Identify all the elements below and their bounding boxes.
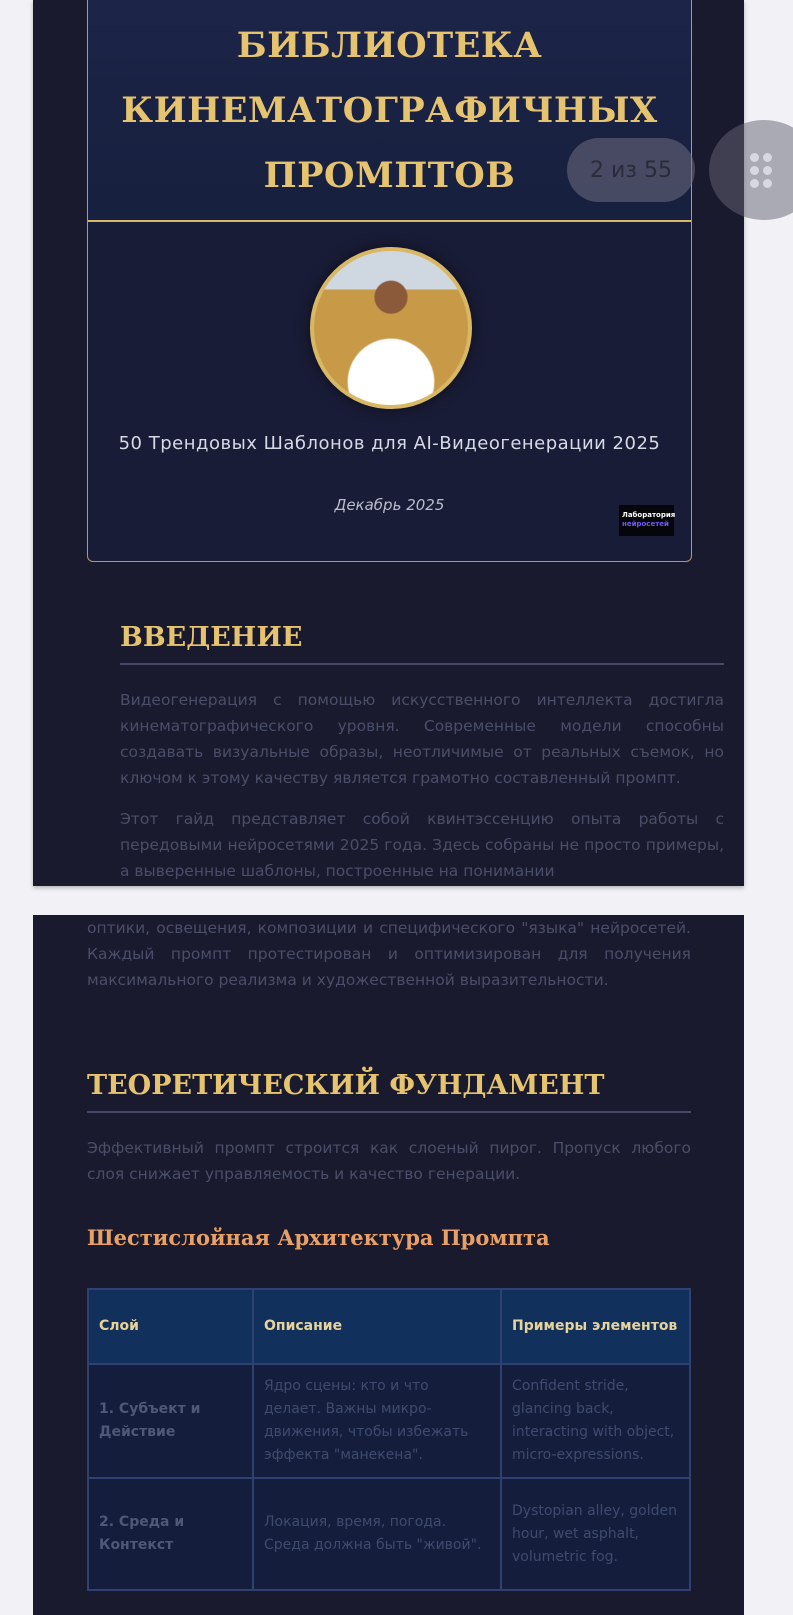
drag-grip-icon[interactable] (750, 153, 772, 188)
layer-cell: 2. Среда и Контекст (88, 1478, 253, 1590)
subheading-architecture: Шестислойная Архитектура Промпта (87, 1225, 550, 1250)
intro-paragraph-1: Видеогенерация с помощью искусственного интеллекта достигла кинематографического уровня. Современные модели способны создавать визуальные образы, неотличимые от реальных съемок, но ключом к этому качеству является грамотно составленный промпт. (120, 691, 724, 787)
author-avatar (310, 247, 472, 409)
layer-cell: 1. Субъект и Действие (88, 1364, 253, 1478)
title-line: БИБЛИОТЕКА (236, 25, 543, 66)
title-line: ПРОМПТОВ (263, 155, 516, 196)
cover-date: Декабрь 2025 (334, 496, 445, 514)
column-header: Примеры элементов (501, 1289, 690, 1364)
description-cell: Ядро сцены: кто и что делает. Важны микро-движения, чтобы избежать эффекта "манекена". (253, 1364, 501, 1478)
column-header: Слой (88, 1289, 253, 1364)
page-1 (33, 0, 744, 886)
logo-line: Лаборатория (622, 511, 676, 519)
brand-logo (619, 505, 674, 536)
title-line: КИНЕМАТОГРАФИЧНЫХ (121, 90, 658, 131)
column-header: Описание (253, 1289, 501, 1364)
cover-card (87, 0, 692, 562)
logo-line: нейросетей (622, 520, 669, 528)
description-cell: Локация, время, погода. Среда должна быть "живой". (253, 1478, 501, 1590)
table-row (88, 1478, 690, 1590)
table-header-row (88, 1289, 690, 1364)
section-heading-intro: ВВЕДЕНИЕ (120, 622, 724, 665)
intro-paragraph-2: Этот гайд представляет собой квинтэссенцию опыта работы с передовыми нейросетями 2025 года. Здесь собраны не просто примеры, а выверенные шаблоны, построенные на понимании (120, 810, 724, 880)
intro-paragraph-2-cont: оптики, освещения, композиции и специфического "языка" нейросетей. Каждый промпт протестирован и оптимизирован для получения максимального реализма и художественной выразительности. (87, 919, 691, 989)
examples-cell: Dystopian alley, golden hour, wet asphalt, volumetric fog. (501, 1478, 690, 1590)
theory-paragraph: Эффективный промпт строится как слоеный пирог. Пропуск любого слоя снижает управляемость и качество генерации. (87, 1139, 691, 1183)
cover-subtitle: 50 Трендовых Шаблонов для AI-Видеогенерации 2025 (118, 433, 661, 454)
examples-cell: Confident stride, glancing back, interacting with object, micro-expressions. (501, 1364, 690, 1478)
table-row (88, 1364, 690, 1478)
page-counter: 2 из 55 (567, 138, 695, 202)
prompt-layers-table (87, 1288, 691, 1591)
page-2 (33, 915, 744, 1615)
section-heading-theory: ТЕОРЕТИЧЕСКИЙ ФУНДАМЕНТ (87, 1070, 691, 1113)
